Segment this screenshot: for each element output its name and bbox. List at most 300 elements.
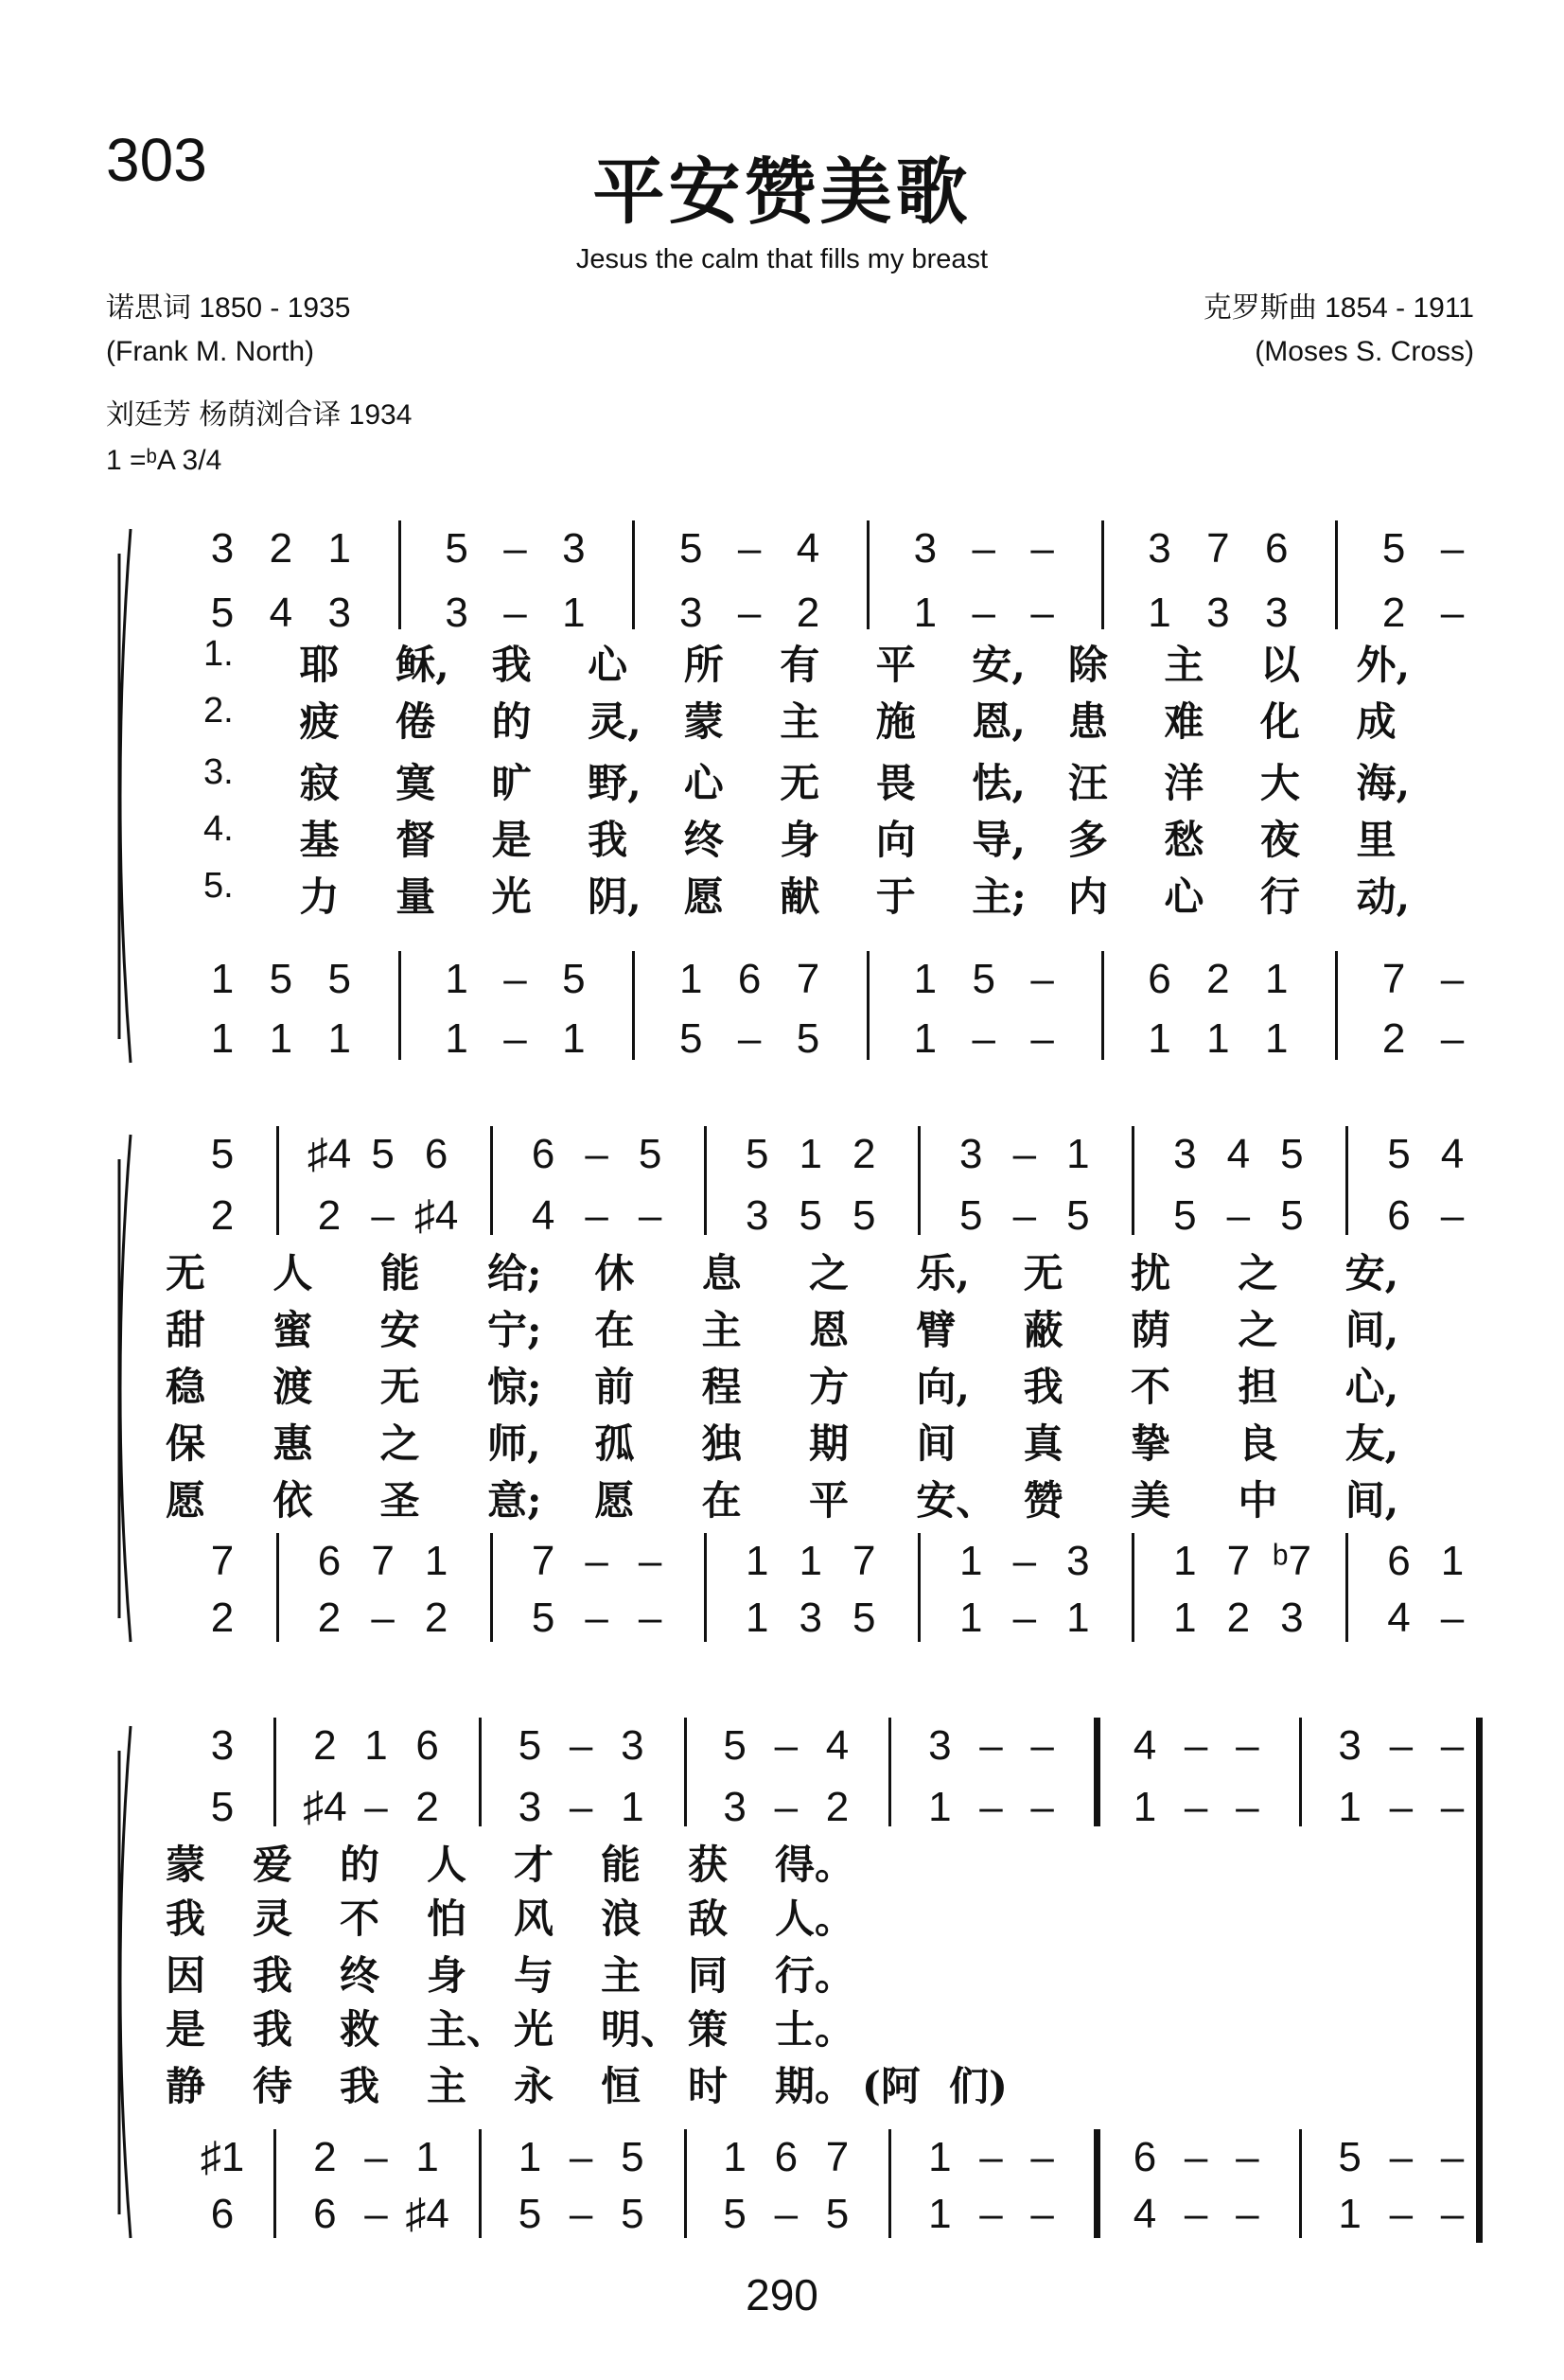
soprano-note: 6 — [1265, 525, 1289, 572]
alto-note: 5 — [1173, 1192, 1197, 1239]
lyric-syllable: 孤 — [594, 1420, 635, 1467]
barline — [490, 1126, 493, 1235]
alto-note: 6 — [1387, 1192, 1411, 1239]
soprano-note: 5 — [745, 1131, 769, 1177]
bass-note: 1 — [1066, 1595, 1090, 1641]
bass-note: 1 — [1148, 1015, 1171, 1062]
tenor-note: 1 — [1440, 1538, 1465, 1584]
bass-note: – — [1030, 1015, 1054, 1062]
barline — [1345, 1126, 1348, 1235]
soprano-note: 3 — [959, 1131, 983, 1177]
lyric-syllable: 以 — [1259, 642, 1300, 688]
bass-note: 4 — [1133, 2191, 1157, 2237]
tenor-note: 6 — [317, 1538, 342, 1584]
soprano-note: 5 — [518, 1722, 542, 1769]
tenor-note: 1 — [799, 1538, 822, 1584]
tenor-note: 6 — [1148, 956, 1171, 1002]
tenor-note: 1 — [424, 1538, 448, 1584]
tenor-note: 5 — [1338, 2134, 1362, 2180]
composer-english: (Moses S. Cross) — [1255, 336, 1474, 367]
bass-note: 2 — [1381, 1015, 1406, 1062]
alto-note: – — [371, 1192, 395, 1239]
lyric-syllable: 夜 — [1259, 817, 1300, 863]
bass-note: 1 — [562, 1015, 586, 1062]
bass-note: 1 — [959, 1595, 983, 1641]
lyric-syllable: 爱 — [253, 1842, 293, 1888]
soprano-note: 3 — [210, 525, 235, 572]
lyric-syllable: 我 — [588, 817, 628, 863]
bass-note: 1 — [327, 1015, 352, 1062]
lyric-syllable: 洋 — [1164, 760, 1204, 806]
lyric-syllable: 野, — [588, 760, 641, 806]
bass-note: 6 — [313, 2191, 337, 2237]
lyric-syllable: 量 — [395, 873, 436, 920]
lyric-syllable: 大 — [1259, 760, 1300, 806]
barline — [704, 1126, 707, 1235]
lyric-syllable: 行。 — [775, 1952, 855, 1999]
alto-note: – — [1440, 1784, 1465, 1830]
tenor-note: 7 — [796, 956, 820, 1002]
alto-note: – — [737, 590, 762, 636]
bass-note: 5 — [621, 2191, 644, 2237]
lyric-syllable: 稳 — [166, 1364, 206, 1410]
lyric-syllable: (阿 — [862, 2063, 921, 2109]
soprano-note: – — [1012, 1131, 1037, 1177]
alto-note: – — [774, 1784, 799, 1830]
bass-note: 5 — [518, 2191, 542, 2237]
lyric-syllable: 阴, — [588, 873, 641, 920]
lyric-syllable: 师, — [487, 1420, 541, 1467]
alto-note: 1 — [621, 1784, 644, 1830]
bass-note: 1 — [269, 1015, 293, 1062]
lyric-syllable: 真 — [1023, 1420, 1063, 1467]
lyric-syllable: 5. — [203, 866, 234, 906]
lyric-syllable: 主 — [780, 698, 820, 745]
lyric-syllable: 扰 — [1131, 1250, 1171, 1296]
soprano-note: 3 — [1173, 1131, 1197, 1177]
alto-note: 3 — [518, 1784, 542, 1830]
system-3 — [0, 1722, 1564, 2271]
barline — [1094, 1718, 1100, 1826]
bass-note: 1 — [445, 1015, 468, 1062]
lyric-syllable: 蔽 — [1023, 1307, 1063, 1353]
bass-note: – — [1236, 2191, 1259, 2237]
lyric-syllable: 不 — [340, 1895, 380, 1942]
alto-note: 3 — [327, 590, 352, 636]
bass-note: 6 — [210, 2191, 235, 2237]
lyric-syllable: 2. — [203, 691, 234, 731]
page-title: 平安赞美歌 — [592, 150, 972, 234]
lyric-syllable: 良 — [1238, 1420, 1278, 1467]
barline — [490, 1533, 493, 1642]
tenor-note: 1 — [928, 2134, 952, 2180]
tenor-note: 1 — [415, 2134, 439, 2180]
bass-note: 2 — [424, 1595, 448, 1641]
soprano-note: 6 — [424, 1131, 448, 1177]
lyric-syllable: 稣, — [395, 642, 449, 688]
bass-note: – — [1440, 1595, 1465, 1641]
tenor-note: 5 — [269, 956, 293, 1002]
lyric-syllable: 多 — [1067, 817, 1108, 863]
lyric-syllable: 主、 — [427, 2006, 507, 2053]
tenor-note: – — [364, 2134, 388, 2180]
barline — [1132, 1126, 1134, 1235]
lyric-syllable: 甜 — [166, 1307, 206, 1353]
lyric-syllable: 意; — [487, 1477, 542, 1524]
lyric-syllable: 怯, — [972, 760, 1026, 806]
bass-note: 5 — [723, 2191, 747, 2237]
lyric-syllable: 旷 — [491, 760, 532, 806]
lyric-syllable: 愿 — [166, 1477, 206, 1524]
alto-note: 5 — [210, 590, 235, 636]
bass-note: – — [1389, 2191, 1414, 2237]
alto-note: 3 — [1206, 590, 1230, 636]
lyric-syllable: 终 — [683, 817, 724, 863]
lyric-syllable: 臂 — [916, 1307, 957, 1353]
lyric-syllable: 身 — [427, 1952, 467, 1999]
tenor-note: 1 — [678, 956, 703, 1002]
tenor-note: 2 — [1206, 956, 1230, 1002]
tenor-note: 5 — [621, 2134, 644, 2180]
barline — [918, 1533, 921, 1642]
lyric-syllable: 美 — [1131, 1477, 1171, 1524]
system-brace — [102, 525, 136, 1067]
lyric-syllable: 主 — [601, 1952, 641, 1999]
lyric-syllable: 疲 — [299, 698, 340, 745]
bass-note: – — [1012, 1595, 1037, 1641]
lyric-syllable: 的 — [340, 1842, 380, 1888]
tenor-note: – — [1440, 956, 1465, 1002]
tenor-note: 3 — [1066, 1538, 1090, 1584]
soprano-note: – — [1030, 1722, 1054, 1769]
soprano-note: – — [569, 1722, 593, 1769]
barline — [1299, 2129, 1302, 2238]
soprano-note: 5 — [678, 525, 703, 572]
lyric-syllable: 才 — [514, 1842, 554, 1888]
tenor-note: 7 — [371, 1538, 395, 1584]
soprano-note: – — [774, 1722, 799, 1769]
tenor-note: – — [1236, 2134, 1259, 2180]
lyric-syllable: 友, — [1344, 1420, 1399, 1467]
bass-note: 1 — [928, 2191, 952, 2237]
alto-note: 3 — [1265, 590, 1289, 636]
soprano-note: 3 — [1338, 1722, 1362, 1769]
barline — [1345, 1533, 1348, 1642]
lyric-syllable: 灵, — [588, 698, 641, 745]
lyric-syllable: 恩, — [972, 698, 1026, 745]
soprano-note: 2 — [313, 1722, 337, 1769]
alto-note: 4 — [269, 590, 293, 636]
soprano-note: 5 — [723, 1722, 747, 1769]
barline — [398, 951, 401, 1060]
barline — [479, 1718, 482, 1826]
barline — [276, 1533, 279, 1642]
soprano-note: 1 — [327, 525, 352, 572]
soprano-note: 5 — [1280, 1131, 1304, 1177]
lyric-syllable: 期 — [809, 1420, 850, 1467]
lyric-syllable: 蜜 — [272, 1307, 313, 1353]
lyric-syllable: 1. — [203, 634, 234, 674]
soprano-note: 4 — [796, 525, 820, 572]
bass-note: 2 — [1226, 1595, 1251, 1641]
hymn-number: 303 — [106, 126, 207, 194]
lyric-syllable: 恒 — [601, 2063, 641, 2109]
bass-note: 3 — [1280, 1595, 1304, 1641]
barline — [888, 2129, 891, 2238]
lyric-syllable: 寂 — [299, 760, 340, 806]
lyric-syllable: 之 — [1238, 1250, 1278, 1296]
lyric-syllable: 心 — [1164, 873, 1204, 920]
bass-note: – — [972, 1015, 995, 1062]
barline — [632, 520, 635, 629]
lyric-syllable: 施 — [875, 698, 916, 745]
soprano-note: 3 — [621, 1722, 644, 1769]
alto-note: 2 — [317, 1192, 342, 1239]
soprano-note: 4 — [825, 1722, 850, 1769]
soprano-note: – — [1184, 1722, 1208, 1769]
barline — [1335, 520, 1338, 629]
soprano-note: – — [1030, 525, 1054, 572]
lyric-syllable: 得。 — [775, 1842, 855, 1888]
soprano-note: – — [1236, 1722, 1259, 1769]
lyric-syllable: 永 — [514, 2063, 554, 2109]
translators: 刘廷芳 杨荫浏合译 1934 — [106, 399, 413, 431]
barline — [273, 1718, 276, 1826]
lyric-syllable: 程 — [701, 1364, 742, 1410]
lyric-syllable: 同 — [688, 1952, 729, 1999]
key-and-time-signature: 1 =ᵇA 3/4 — [106, 445, 222, 476]
soprano-note: ♯4 — [307, 1131, 352, 1177]
tenor-note: 1 — [210, 956, 235, 1002]
bass-note: – — [638, 1595, 662, 1641]
alto-note: – — [1184, 1784, 1208, 1830]
lyric-syllable: 赞 — [1023, 1477, 1063, 1524]
alto-note: ♯4 — [303, 1784, 347, 1830]
alto-note: – — [1030, 590, 1054, 636]
lyric-syllable: 动, — [1356, 873, 1411, 920]
composer: 克罗斯曲 1854 - 1911 — [1203, 292, 1474, 324]
lyric-syllable: 间, — [1344, 1477, 1399, 1524]
alto-note: – — [972, 590, 995, 636]
tenor-note: 5 — [562, 956, 586, 1002]
tenor-note: – — [585, 1538, 608, 1584]
soprano-note: – — [585, 1131, 608, 1177]
alto-note: 5 — [1066, 1192, 1090, 1239]
tenor-note: 1 — [723, 2134, 747, 2180]
lyric-syllable: 渡 — [272, 1364, 313, 1410]
barline — [398, 520, 401, 629]
barline — [867, 951, 870, 1060]
lyric-syllable: 力 — [299, 873, 340, 920]
page-number: 290 — [746, 2270, 818, 2319]
soprano-note: – — [972, 525, 995, 572]
lyric-syllable: 愿 — [594, 1477, 635, 1524]
lyric-syllable: 里 — [1356, 817, 1397, 863]
lyric-syllable: 我 — [253, 1952, 293, 1999]
alto-note: 2 — [825, 1784, 850, 1830]
alto-note: 2 — [796, 590, 820, 636]
lyric-syllable: 不 — [1131, 1364, 1171, 1410]
bass-note: 1 — [210, 1015, 235, 1062]
lyric-syllable: 除 — [1067, 642, 1108, 688]
system-brace — [102, 1131, 136, 1647]
alto-note: ♯4 — [413, 1192, 459, 1239]
alto-note: 4 — [531, 1192, 555, 1239]
bass-note: – — [371, 1595, 395, 1641]
lyric-syllable: 愁 — [1164, 817, 1204, 863]
soprano-note: 1 — [1066, 1131, 1090, 1177]
tenor-note: 7 — [825, 2134, 850, 2180]
bass-note: 1 — [1206, 1015, 1230, 1062]
lyric-syllable: 安, — [1344, 1250, 1399, 1296]
barline — [867, 520, 870, 629]
lyric-syllable: 主 — [1164, 642, 1204, 688]
lyric-syllable: 主; — [972, 873, 1027, 920]
alto-note: 1 — [562, 590, 586, 636]
barline — [888, 1718, 891, 1826]
lyric-syllable: 间, — [1344, 1307, 1399, 1353]
soprano-note: 6 — [415, 1722, 439, 1769]
tenor-note: 7 — [1381, 956, 1406, 1002]
soprano-note: – — [1440, 525, 1465, 572]
lyric-syllable: 耶 — [299, 642, 340, 688]
soprano-note: 4 — [1133, 1722, 1157, 1769]
bass-note: 5 — [796, 1015, 820, 1062]
lyric-syllable: 身 — [780, 817, 820, 863]
alto-note: – — [1389, 1784, 1414, 1830]
soprano-note: 5 — [1387, 1131, 1411, 1177]
barline — [632, 951, 635, 1060]
lyric-syllable: 息 — [701, 1250, 742, 1296]
barline — [1335, 951, 1338, 1060]
soprano-note: 3 — [913, 525, 938, 572]
lyric-syllable: 敌 — [688, 1895, 729, 1942]
lyric-syllable: 与 — [514, 1952, 554, 1999]
lyric-syllable: 获 — [688, 1842, 729, 1888]
lyric-syllable: 的 — [491, 698, 532, 745]
alto-note: 3 — [723, 1784, 747, 1830]
alto-note: 3 — [745, 1192, 769, 1239]
lyric-syllable: 无 — [379, 1364, 420, 1410]
alto-note: – — [979, 1784, 1003, 1830]
tenor-note: 5 — [327, 956, 352, 1002]
lyric-syllable: 之 — [809, 1250, 850, 1296]
lyric-syllable: 寞 — [395, 760, 436, 806]
lyric-syllable: 安、 — [916, 1477, 996, 1524]
tenor-note: – — [1030, 956, 1054, 1002]
tenor-note: 1 — [745, 1538, 769, 1584]
lyric-syllable: 基 — [299, 817, 340, 863]
alto-note: 5 — [959, 1192, 983, 1239]
lyric-syllable: 期。 — [775, 2063, 855, 2109]
lyric-syllable: 终 — [340, 1952, 380, 1999]
alto-note: 5 — [1280, 1192, 1304, 1239]
alto-note: – — [1236, 1784, 1259, 1830]
lyric-syllable: 在 — [594, 1307, 635, 1353]
tenor-note: 1 — [518, 2134, 542, 2180]
lyric-syllable: 安 — [379, 1307, 420, 1353]
soprano-note: – — [737, 525, 762, 572]
bass-note: 5 — [531, 1595, 555, 1641]
lyric-syllable: 无 — [780, 760, 820, 806]
lyric-syllable: 畏 — [875, 760, 916, 806]
lyric-syllable: 我 — [340, 2063, 380, 2109]
lyric-syllable: 人 — [427, 1842, 467, 1888]
tenor-note: – — [1389, 2134, 1414, 2180]
tenor-note: 2 — [313, 2134, 337, 2180]
lyricist: 诺思词 1850 - 1935 — [106, 292, 351, 324]
tenor-note: 1 — [1173, 1538, 1197, 1584]
tenor-note: 1 — [959, 1538, 983, 1584]
lyric-syllable: 宁; — [487, 1307, 542, 1353]
lyric-syllable: 督 — [395, 817, 436, 863]
lyric-syllable: 乐, — [916, 1250, 970, 1296]
lyric-syllable: 外, — [1356, 642, 1411, 688]
lyric-syllable: 惠 — [272, 1420, 313, 1467]
soprano-note: 4 — [1226, 1131, 1251, 1177]
lyric-syllable: 安, — [972, 642, 1026, 688]
soprano-note: 1 — [364, 1722, 388, 1769]
tenor-note: – — [638, 1538, 662, 1584]
lyric-syllable: 蒙 — [166, 1842, 206, 1888]
alto-note: – — [569, 1784, 593, 1830]
lyric-syllable: 我 — [166, 1895, 206, 1942]
lyric-syllable: 我 — [1023, 1364, 1063, 1410]
lyric-syllable: 化 — [1259, 698, 1300, 745]
bass-note: – — [737, 1015, 762, 1062]
bass-note: – — [364, 2191, 388, 2237]
alto-note: – — [503, 590, 527, 636]
lyric-syllable: 是 — [491, 817, 532, 863]
alto-note: 3 — [445, 590, 468, 636]
lyric-syllable: 人 — [272, 1250, 313, 1296]
lyric-syllable: 因 — [166, 1952, 206, 1999]
alto-note: 5 — [210, 1784, 235, 1830]
bass-note: – — [1440, 2191, 1465, 2237]
soprano-note: – — [979, 1722, 1003, 1769]
lyric-syllable: 中 — [1238, 1477, 1278, 1524]
bass-note: – — [1440, 1015, 1465, 1062]
soprano-note: 5 — [445, 525, 468, 572]
lyric-syllable: 行 — [1259, 873, 1300, 920]
lyric-syllable: 心 — [683, 760, 724, 806]
tenor-note: 1 — [1265, 956, 1289, 1002]
tenor-note: – — [503, 956, 527, 1002]
tenor-note: – — [1440, 2134, 1465, 2180]
tenor-note: – — [1012, 1538, 1037, 1584]
lyric-syllable: 愿 — [683, 873, 724, 920]
soprano-note: 6 — [531, 1131, 555, 1177]
lyric-syllable: 间 — [916, 1420, 957, 1467]
alto-note: – — [1440, 1192, 1465, 1239]
lyric-syllable: 心 — [588, 642, 628, 688]
tenor-note: – — [979, 2134, 1003, 2180]
tenor-note: 6 — [774, 2134, 799, 2180]
lyric-syllable: 之 — [1238, 1307, 1278, 1353]
lyric-syllable: 能 — [379, 1250, 420, 1296]
tenor-note: 5 — [972, 956, 995, 1002]
soprano-note: – — [1389, 1722, 1414, 1769]
soprano-note: 3 — [562, 525, 586, 572]
bass-note: 4 — [1387, 1595, 1411, 1641]
lyric-syllable: 导, — [972, 817, 1026, 863]
soprano-note: 5 — [1381, 525, 1406, 572]
bass-note: 1 — [1338, 2191, 1362, 2237]
soprano-note: – — [1440, 1722, 1465, 1769]
lyric-syllable: 主 — [701, 1307, 742, 1353]
lyric-syllable: 献 — [780, 873, 820, 920]
lyric-syllable: 浪 — [601, 1895, 641, 1942]
